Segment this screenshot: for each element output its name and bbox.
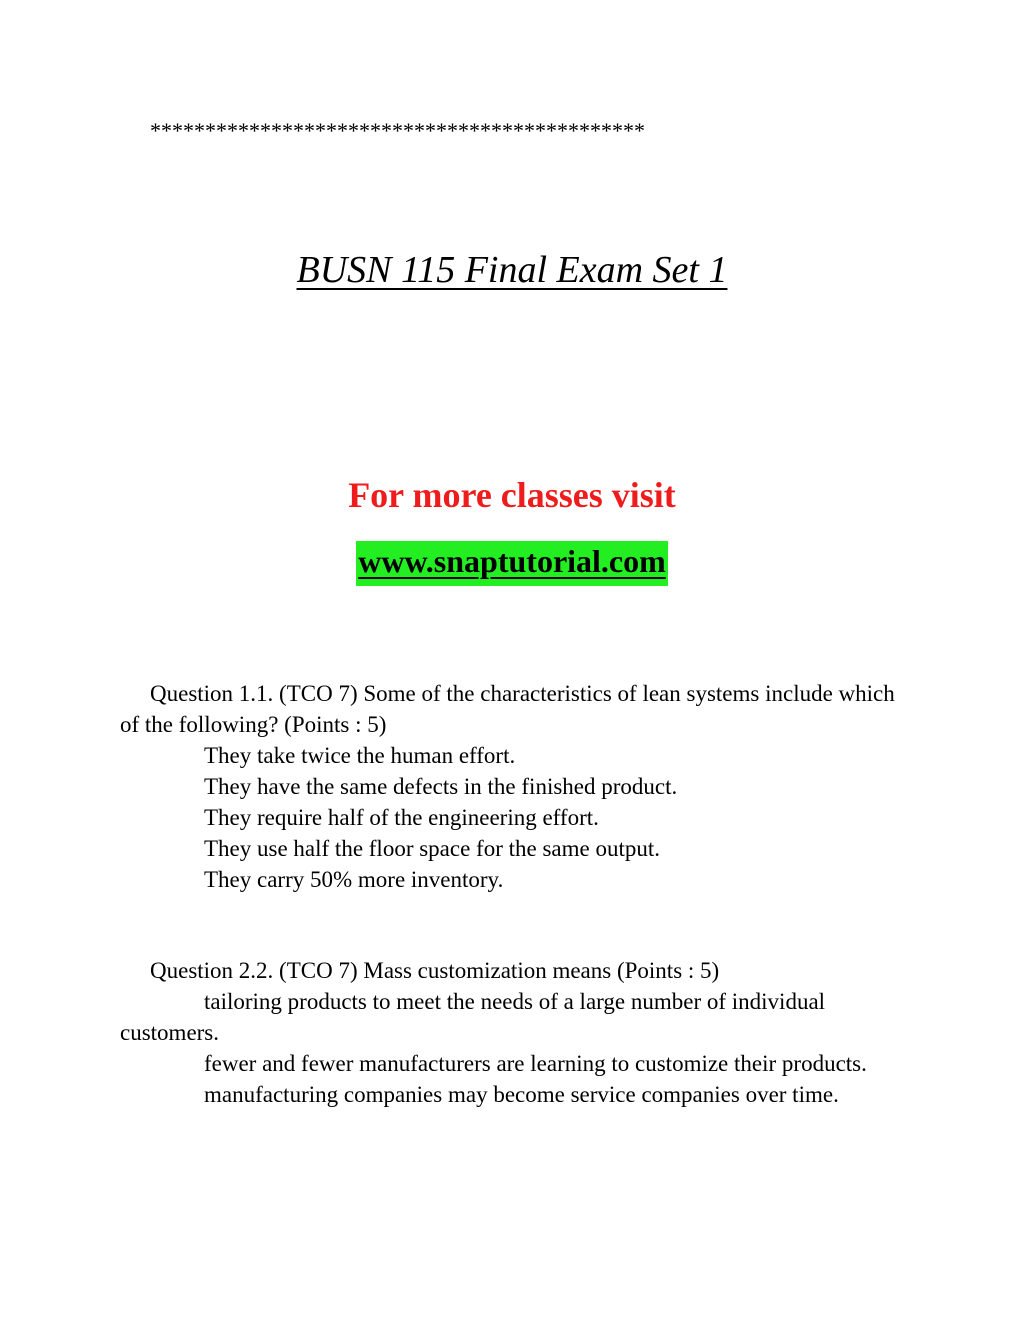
question-text: Question 2.2. (TCO 7) Mass customization means (Points : 5) <box>150 958 720 983</box>
answer-option: manufacturing companies may become service companies over time. <box>204 1082 839 1107</box>
question-block-1 <box>120 678 900 895</box>
website-link[interactable]: www.snaptutorial.com <box>356 541 668 586</box>
question-block-2 <box>120 955 900 1110</box>
promo-text: For more classes visit <box>348 475 676 515</box>
separator-stars: ********************************************* <box>150 118 645 143</box>
document-title-text: BUSN 115 Final Exam Set 1 <box>296 249 728 291</box>
answer-option: tailoring products to meet the needs of a large number of individual customers. <box>120 989 826 1045</box>
answer-option: They require half of the engineering effort. <box>204 805 599 830</box>
answer-option: fewer and fewer manufacturers are learning to customize their products. <box>204 1051 867 1076</box>
website-container <box>0 541 1024 586</box>
answer-option: They have the same defects in the finished product. <box>204 774 678 799</box>
answer-option: They carry 50% more inventory. <box>204 867 504 892</box>
answer-option: They take twice the human effort. <box>204 743 516 768</box>
question-text: Question 1.1. (TCO 7) Some of the characteristics of lean systems include which of the following? (Points : 5) <box>120 681 895 737</box>
answer-option: They use half the floor space for the same output. <box>204 836 661 861</box>
document-title <box>0 248 1024 292</box>
